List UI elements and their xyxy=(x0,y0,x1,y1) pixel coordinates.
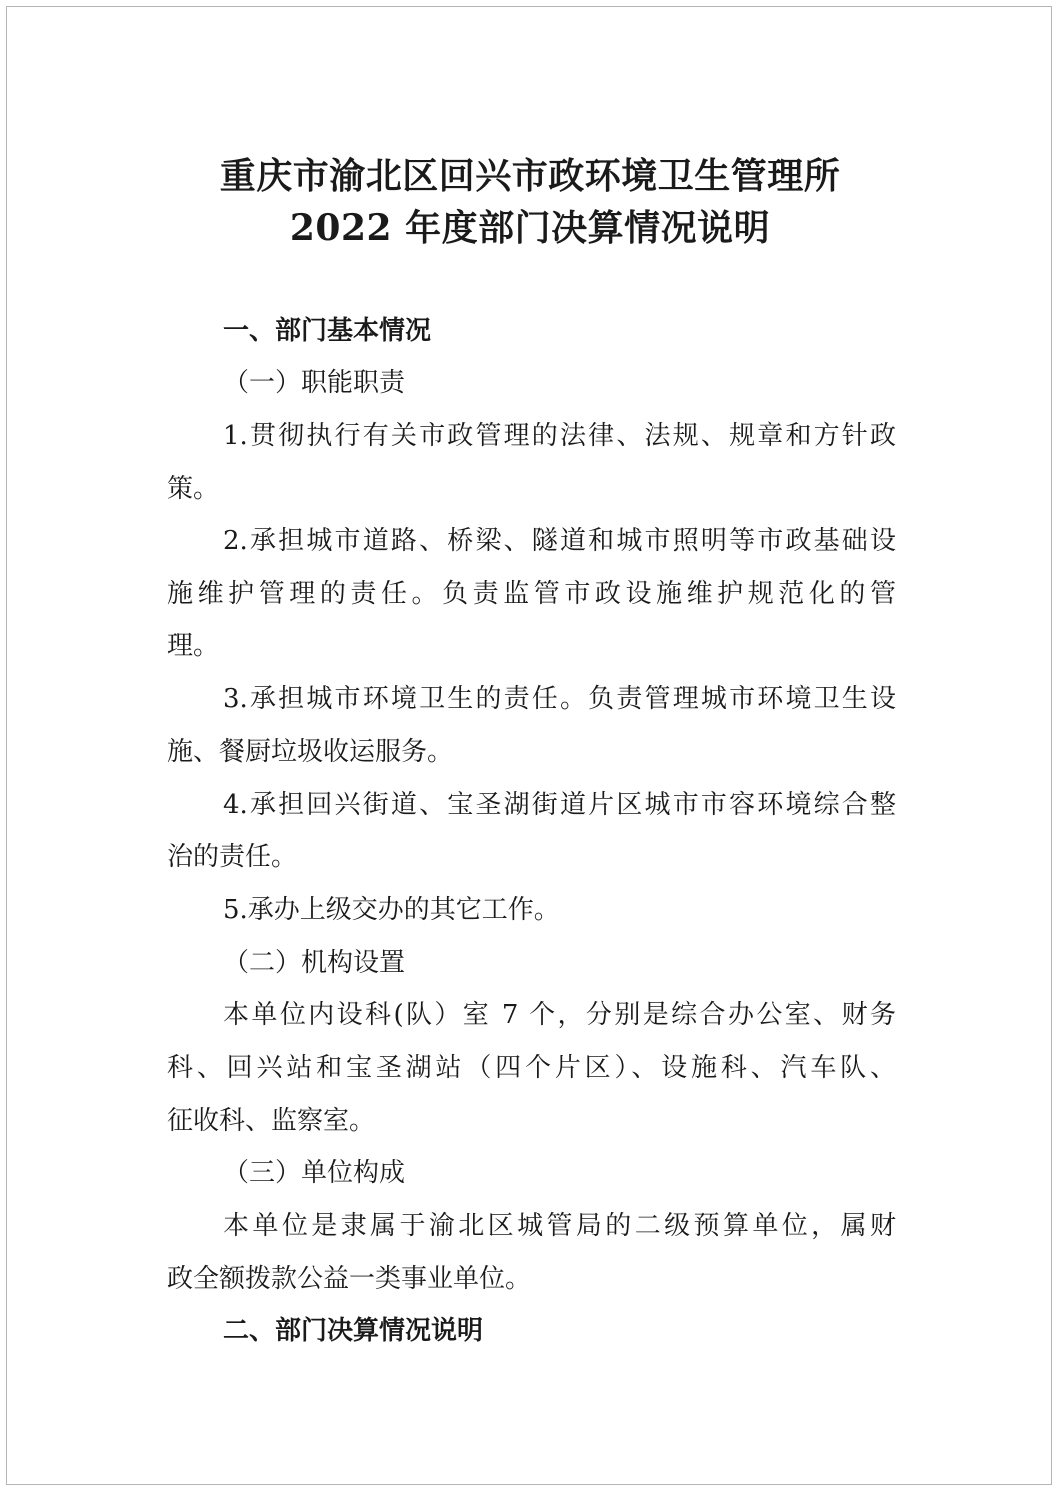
duty-1-line-2: 策。 xyxy=(167,474,220,504)
duty-2-line-2: 施维护管理的责任。负责监管市政设施维护规范化的管 xyxy=(167,579,896,609)
duty-3-line-2: 施、餐厨垃圾收运服务。 xyxy=(167,737,454,767)
duty-4-line-2: 治的责任。 xyxy=(167,842,298,872)
unit-composition-line-2: 政全额拨款公益一类事业单位。 xyxy=(167,1264,532,1294)
duty-4-line-1: 4.承担回兴街道、宝圣湖街道片区城市市容环境综合整 xyxy=(223,790,896,820)
section-heading-basic-info: 一、部门基本情况 xyxy=(223,316,432,346)
duty-3-line-1: 3.承担城市环境卫生的责任。负责管理城市环境卫生设 xyxy=(223,684,896,714)
section-heading-final-accounts: 二、部门决算情况说明 xyxy=(223,1316,484,1346)
organization-line-3: 征收科、监察室。 xyxy=(167,1106,376,1136)
organization-line-2: 科、回兴站和宝圣湖站（四个片区）、设施科、汽车队、 xyxy=(167,1053,896,1083)
subsection-heading-organization: （二）机构设置 xyxy=(223,948,406,978)
subsection-heading-unit-composition: （三）单位构成 xyxy=(223,1158,406,1188)
duty-1-line-1: 1.贯彻执行有关市政管理的法律、法规、规章和方针政 xyxy=(223,421,896,451)
document-page xyxy=(6,6,1052,1485)
organization-line-1: 本单位内设科(队）室 7 个，分别是综合办公室、财务 xyxy=(223,1000,896,1030)
document-title-line-2: 2022 年度部门决算情况说明 xyxy=(289,207,771,249)
duty-2-line-1: 2.承担城市道路、桥梁、隧道和城市照明等市政基础设 xyxy=(223,526,896,556)
duty-5-line-1: 5.承办上级交办的其它工作。 xyxy=(223,895,560,925)
unit-composition-line-1: 本单位是隶属于渝北区城管局的二级预算单位，属财 xyxy=(223,1211,896,1241)
document-title-line-1: 重庆市渝北区回兴市政环境卫生管理所 xyxy=(219,155,841,197)
subsection-heading-duties: （一）职能职责 xyxy=(223,368,406,398)
duty-2-line-3: 理。 xyxy=(167,631,220,661)
